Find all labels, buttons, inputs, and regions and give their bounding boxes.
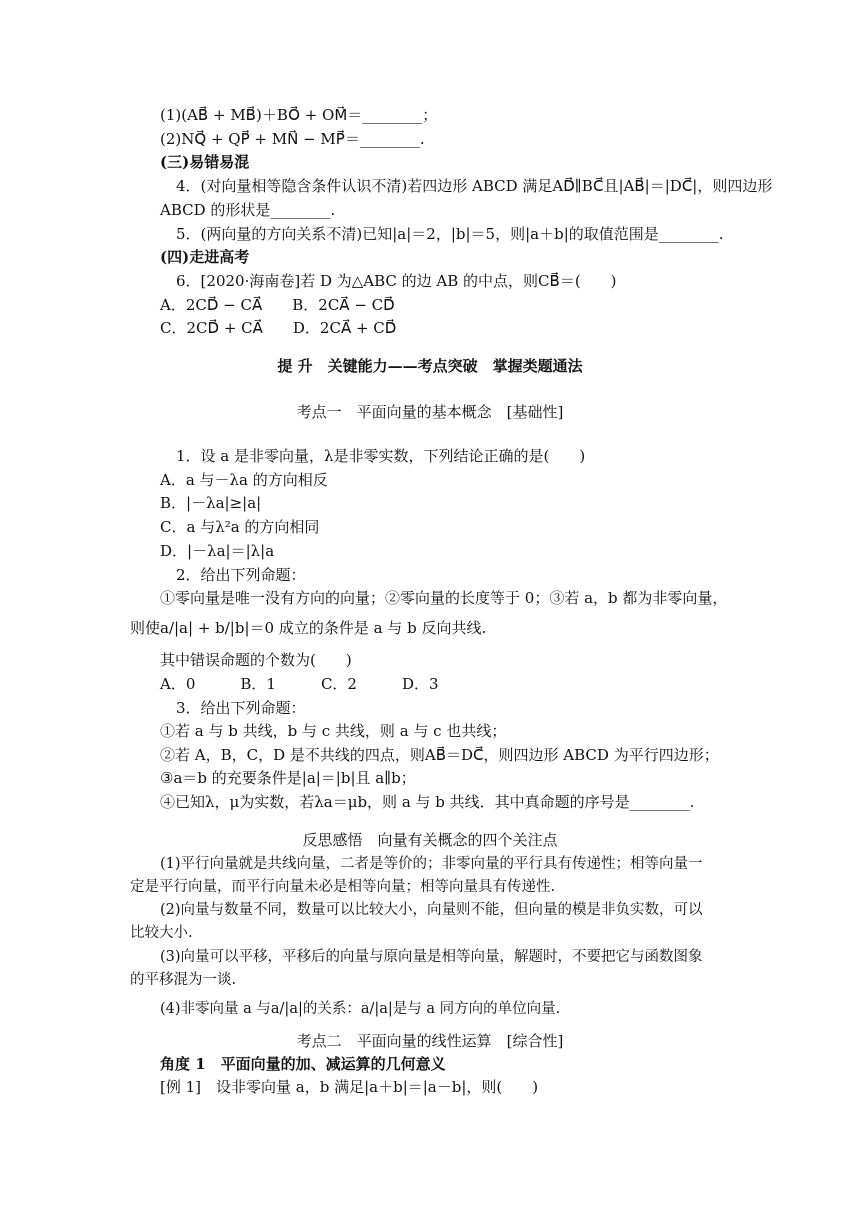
section-banner: 提 升 关键能力——考点突破 掌握类题通法 [277,357,583,375]
option-c: C．a 与λ²a 的方向相同 [160,518,320,536]
question-3-item-2: ②若 A，B，C，D 是不共线的四点，则AB⃗＝DC⃗，则四边形 ABCD 为平行四边形； [160,746,719,764]
option-d: D．|－λa|＝|λ|a [160,542,275,560]
reflection-point-1-line-1: (1)平行向量就是共线向量，二者是等价的；非零向量的平行具有传递性；相等向量一 [160,856,703,872]
reflection-point-3-line-2: 的平移混为一谈. [130,972,237,988]
topic-1-question-3: 3．给出下列命题： [176,699,306,717]
reflection-point-3-line-1: (3)向量可以平移，平移后的向量与原向量是相等向量，解题时，不要把它与函数图象 [160,949,703,965]
question-2-line-2: 则使a/|a| + b/|b|＝0 成立的条件是 a 与 b 反向共线. [130,619,487,637]
question-6-options-cd: C．2CD⃗ + CA⃗ D．2CA⃗ + CD⃗ [160,319,397,337]
topic-2-title: 考点二 平面向量的线性运算 [综合性] [296,1032,564,1050]
section-title: (四)走进高考 [160,248,250,266]
question-3-item-3: ③a＝b 的充要条件是|a|＝|b|且 a∥b； [160,769,416,787]
reflection-title: 反思感悟 向量有关概念的四个关注点 [302,831,558,849]
option-a: A．a 与－λa 的方向相反 [160,471,328,489]
exercise-1-line: (1)(AB⃗ + MB⃗)＋BO⃗ + OM⃗＝________； [160,106,438,124]
topic-1-question-2: 2．给出下列命题： [176,566,306,584]
question-2-line-1: ①零向量是唯一没有方向的向量；②零向量的长度等于 0；③若 a，b 都为非零向量， [160,589,728,607]
reflection-point-2-line-1: (2)向量与数量不同，数量可以比较大小，向量则不能，但向量的模是非负实数，可以 [160,902,703,918]
question-2-options: A．0 B．1 C．2 D．3 [160,675,439,693]
topic-1-question-1: 1．设 a 是非零向量，λ是非零实数，下列结论正确的是( ) [176,447,586,465]
exercise-2-line: (2)NQ⃗ + QP⃗ + MN⃗ − MP⃗＝________. [160,130,425,148]
question-6: 6．[2020·海南卷]若 D 为△ABC 的边 AB 的中点，则CB⃗＝( ) [176,272,617,290]
topic-1-title: 考点一 平面向量的基本概念 [基础性] [296,403,564,421]
reflection-point-1-line-2: 定是平行向量，而平行向量未必是相等向量；相等向量具有传递性. [130,879,556,895]
example-1: [例 1] 设非零向量 a，b 满足|a＋b|＝|a－b|，则( ) [160,1078,539,1096]
question-3-item-4: ④已知λ，μ为实数，若λa＝μb，则 a 与 b 共线．其中真命题的序号是________. [160,793,695,811]
reflection-point-2-line-2: 比较大小. [130,925,193,941]
reflection-point-4: (4)非零向量 a 与a/|a|的关系：a/|a|是与 a 同方向的单位向量. [160,1001,561,1017]
question-3-item-1: ①若 a 与 b 共线，b 与 c 共线，则 a 与 c 也共线； [160,722,507,740]
section-title: (三)易错易混 [160,153,250,171]
question-4-line-2: ABCD 的形状是________. [160,201,336,219]
option-b: B．|－λa|≥|a| [160,494,262,512]
question-4-line-1: 4．(对向量相等隐含条件认识不清)若四边形 ABCD 满足AD⃗∥BC⃗且|AB⃗|＝|DC⃗|，则四边形 [176,177,773,195]
question-6-options-ab: A．2CD⃗ − CA⃗ B．2CA⃗ − CD⃗ [160,296,395,314]
angle-1-title: 角度 1 平面向量的加、减运算的几何意义 [160,1055,446,1073]
question-5: 5．(两向量的方向关系不清)已知|a|＝2，|b|＝5，则|a＋b|的取值范围是________. [176,225,724,243]
question-2-line-3: 其中错误命题的个数为( ) [160,651,352,669]
